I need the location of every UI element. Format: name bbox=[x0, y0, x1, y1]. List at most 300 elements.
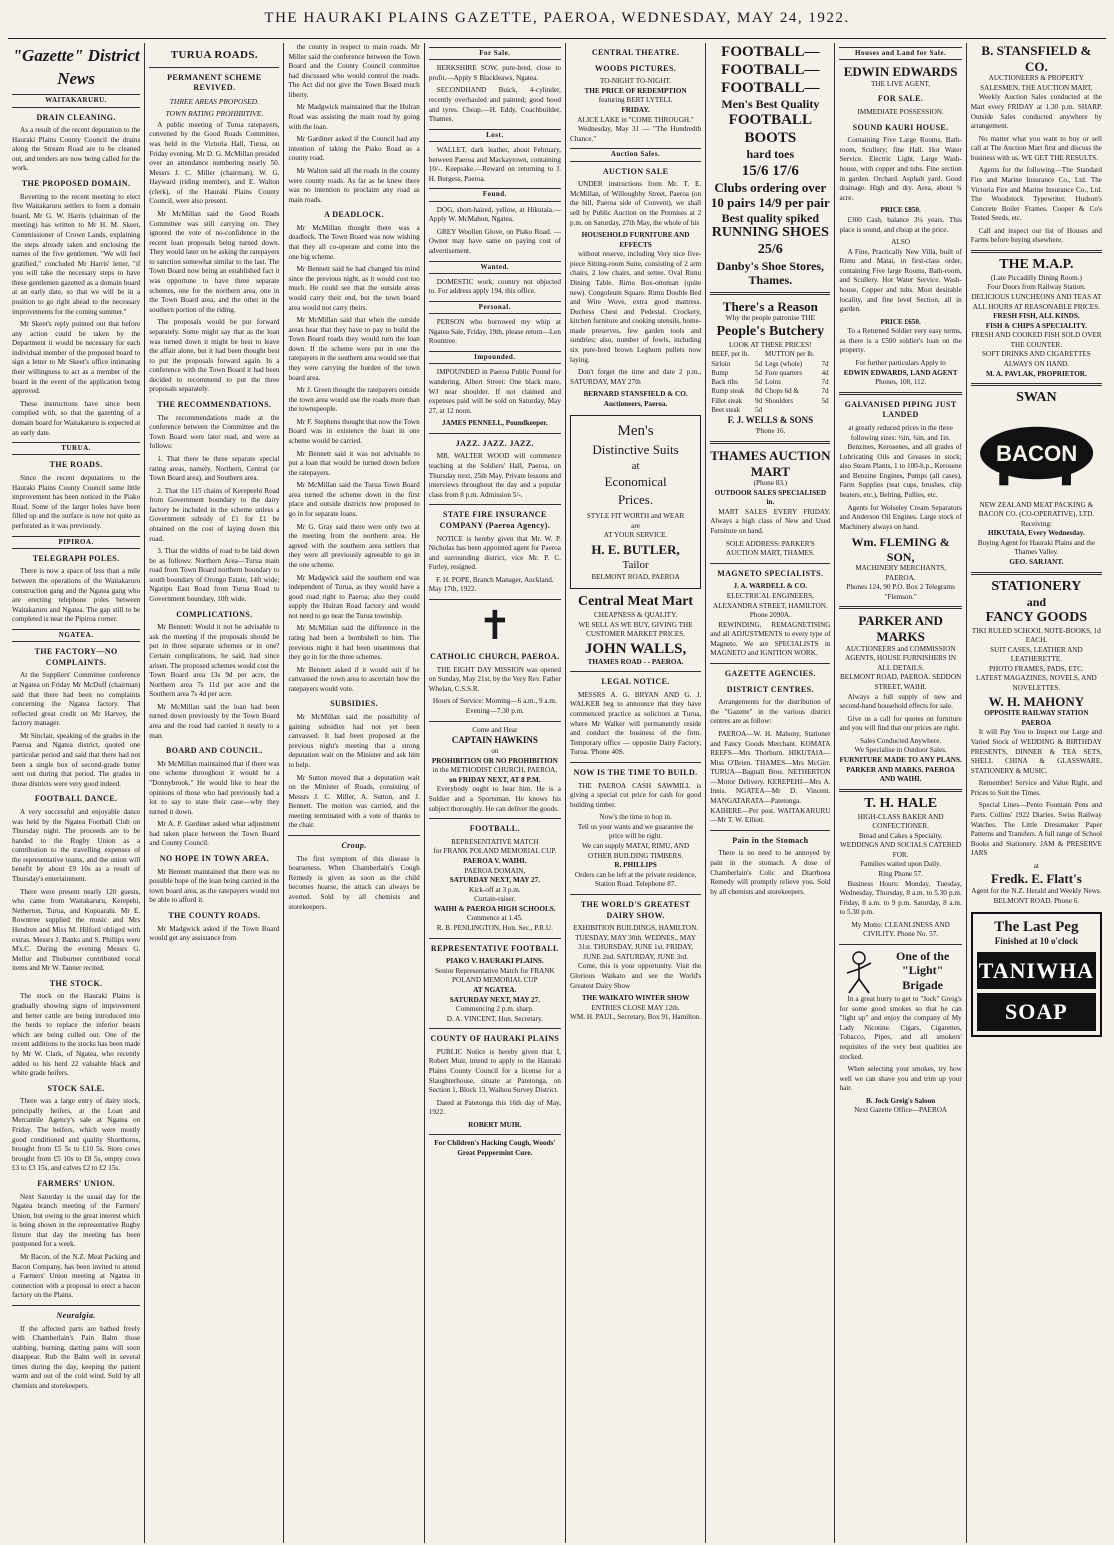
section-ngatea: NGATEA. bbox=[12, 629, 140, 642]
agent-text: £300 Cash, balance 3¼ years. This place is sound, and cheap at the price. bbox=[839, 215, 962, 234]
swan-line: Receiving: bbox=[1020, 519, 1052, 528]
magneto-line: REWINDING, REMAGNETISING and all ADJUSTMENTS to every type of Magneto. We are SPECIALISTS in MAGNETO and IGNITION WORK. bbox=[710, 620, 831, 658]
football-line: Curtain-raiser. bbox=[474, 895, 516, 904]
stansfield-title: B. STANSFIELD & CO. bbox=[981, 43, 1092, 74]
pm-line: We Specialise in Outdoor Sales. bbox=[854, 746, 947, 755]
heading-drain-cleaning: DRAIN CLEANING. bbox=[36, 112, 116, 122]
divider bbox=[971, 572, 1102, 575]
auction-mart-title: THAMES AUCTION MART bbox=[710, 447, 831, 479]
legal-text: MESSRS A. G. BRYAN AND G. J. WALKER beg to announce that they have commenced practice as solicitors at Turua, where Mr Walker will permanently reside and conduct the business of the firm. Temporary office — opposite Dairy Factory, Turua. 'Phone 40S. bbox=[569, 690, 702, 757]
pm-text: Always a full supply of new and second-hand household effects for sale. bbox=[839, 692, 962, 711]
auction-title: AUCTION SALE bbox=[602, 166, 669, 176]
theatre-line: FRIDAY. bbox=[621, 105, 650, 114]
dairy-line: Come, this is your opportunity. Visit the Glorious Waikato and see the World's Greatest Dairy Show bbox=[569, 962, 702, 990]
heading-croup: Croup. bbox=[341, 841, 367, 851]
heading-deadlock: A DEADLOCK. bbox=[324, 210, 385, 220]
jock-figure-icon bbox=[839, 949, 879, 995]
heading-factory: THE FACTORY—NO COMPLAINTS. bbox=[34, 647, 118, 667]
pm-line: Sales Conducted Anywhere. bbox=[860, 736, 942, 745]
price-row bbox=[710, 378, 830, 387]
subheading: PERMANENT SCHEME REVIVED. bbox=[167, 72, 262, 93]
heading-subsidies: SUBSIDIES. bbox=[330, 699, 378, 709]
article-paragraph: Mr McMillan said that when the outside areas hear that they have to pay to build the Town Board roads they would turn the loan down. If the scheme were put in one the ratepayers in the southern area would see that they were carrying the burden of the town board area. bbox=[288, 316, 420, 382]
pain-text: There is no need to be annoyed by pain in the stomach. A dose of Chamberlain's Colic and Diarrhoea Remedy will promptly relieve you. Sold by all chemists and storekeepers. bbox=[710, 849, 831, 896]
article-paragraph: There were present nearly 120 guests, who came from Waitakaruru, Kerepehi, Netherton, Turua, and Kopuarahi. Mr E. Rowntree supplied the music and Mrs Hendren and Miss M. Hilford obliged with extras. Messrs J. Banks and S. Phillips were M's.C. During the evening Messrs G. Mellor and Thoburner contributed vocal items and Mr W. Tanner recited. bbox=[12, 887, 141, 973]
article-paragraph: A public meeting of Turua ratepayers, convened by the Good Roads Committee, was held in the Victoria Hall, Turua, on Friday evening. Mr D. G. McMillan presided over an attendance numbering nearly 50. Messrs J. C. Miller (chairman), W. G. Hayward (riding member), and E. Walton (clerk), of the Hauraki Plains County Council, were also present. bbox=[149, 120, 280, 206]
divider bbox=[429, 433, 561, 434]
divider bbox=[429, 1028, 561, 1029]
article-paragraph: Mr Bennett said he had changed his mind since the previous night, as it would cost too much. He could see that the outside areas would carry their end, but the town board area would not carry theirs. bbox=[288, 265, 420, 312]
stationery-line: Agent for the N.Z. Herald and Weekly News. BELMONT ROAD. Phone 6. bbox=[971, 887, 1102, 905]
fire-insurance-heading: STATE FIRE INSURANCE COMPANY (Paeroa Agency). bbox=[439, 510, 551, 530]
brigade-text: When selecting your smokes, try how well we can shave you and trim up your hair. bbox=[839, 1065, 962, 1093]
brigade-line: B. Jock Greig's Saloon bbox=[865, 1096, 936, 1105]
swan-line: HIKUTAIA, Every Wednesday. bbox=[987, 529, 1085, 538]
catholic-church-heading: CATHOLIC CHURCH, PAEROA. bbox=[430, 652, 560, 662]
article-paragraph: A very successful and enjoyable dance was held by the Ngatea Football Club on Thursday night. The proceeds are to be handed to the Rugby Union as a contribution to the travelling expenses of the representative teams, and the union will benefit by about £9 10s as a result of Thursday's entertainment. bbox=[12, 808, 141, 884]
brigade-text: In a great hurry to get to "Jock" Greig's for some good smokes so that he can "light up" and enjoy the company of My Lady Nicotine. Cigars, Cigarettes, Tobacco, Pipes, and all smokers' requisites of the very best qualities are stocked. bbox=[839, 995, 962, 1061]
article-paragraph: Mr J. Green thought the ratepayers outside the town area would use the roads more than the townspeople. bbox=[288, 386, 420, 414]
pm-text: Give us a call for quotes on furniture and you will find that our prices are right. bbox=[839, 714, 962, 733]
classified-ad: DOG, short-haired, yellow, at Hikutaia.—Apply W. McMahon, Ngatea. bbox=[428, 205, 561, 224]
jazz-heading: JAZZ. JAZZ. JAZZ. bbox=[455, 438, 534, 448]
price-cell: 7d bbox=[821, 378, 829, 387]
piping-line: Phones 124, 90 P.O. Box 2 Telegrams "Flemson." bbox=[846, 583, 955, 601]
boots-line: RUNNING SHOES bbox=[711, 225, 829, 241]
hale-line: HIGH-CLASS BAKER AND CONFECTIONER. bbox=[857, 812, 944, 831]
sawmill-text: R. PHILLIPS bbox=[614, 861, 657, 870]
auction-text: UNDER instructions from Mr. T. E. McMillan, of Willoughby Street, Paeroa (on the hill, Paeroa side of Convent), we shall sell by Public Auction on the Premises at 2 p.m. on Saturday, 27th May, the whole of his bbox=[569, 180, 702, 227]
butchery-line: F. J. WELLS & SONS bbox=[727, 415, 814, 426]
football-banner: FOOTBALL— bbox=[721, 44, 820, 60]
butchery-line: There's a Reason bbox=[722, 298, 818, 314]
heading-football-dance: FOOTBALL DANCE. bbox=[34, 794, 118, 804]
suits-line: are bbox=[631, 521, 640, 530]
magneto-heading: MAGNETO SPECIALISTS. bbox=[717, 568, 824, 578]
footer-advert: For Children's Hacking Cough, Woods' Great Peppermint Cure. bbox=[434, 1139, 556, 1158]
article-paragraph: Mr Bacon, of the N.Z. Meat Packing and Bacon Company, has been invited to attend a Farmers' Union meeting at Ngatea in connection with a proposal to erect a bacon factory on the Plains. bbox=[12, 1253, 141, 1300]
divider bbox=[710, 292, 830, 295]
pm-line: AUCTIONEERS and COMMISSION AGENTS, HOUSE FURNISHERS IN ALL DETAILS. bbox=[845, 644, 957, 672]
price-cell: Fore quarters bbox=[764, 368, 803, 377]
brigade-line: One of the bbox=[895, 949, 950, 964]
price-cell: Chops 6d & bbox=[764, 387, 799, 396]
article-paragraph: Mr McMillan said the loan had been turned down previously by the Town Board area and the road had carried it nearly to a man. bbox=[149, 702, 280, 740]
divider bbox=[710, 563, 830, 564]
football-line: Kick-off at 3 p.m. bbox=[469, 885, 521, 894]
heading-impounded: Impounded. bbox=[429, 351, 561, 364]
stansfield-text: Agents for the following—The Standard Fire and Marine Insurance Co., Ltd. The Victoria Fire and Marine Insurance Co., Ltd. The Woodstock Typewriter. Hudson's Concrete Boiler Frames. Cooper & Co's Tested Seeds, etc. bbox=[970, 166, 1102, 223]
magneto-line: J. A. WARDELL & CO. bbox=[733, 582, 808, 591]
boots-line: Clubs ordering over 10 pairs 14/9 per pair bbox=[710, 179, 830, 211]
stationery-line: TIKI RULED SCHOOL NOTE-BOOKS, 1d EACH. bbox=[971, 626, 1101, 645]
article-paragraph: Mr McMillan said the difference in the rating had been a bombshell to him. The previous night it had been unanimous that they go in for the three schemes. bbox=[288, 624, 420, 662]
article-paragraph: Mr Madgwick said the southern end was independent of Turua, as they would have a good road right to Paeroa; also they could supply the Hulran Road factory and would not need to go near the Turua township. bbox=[288, 573, 420, 620]
football-line: WAIHI & PAEROA HIGH SCHOOLS. bbox=[434, 904, 556, 913]
price-cell: Loins bbox=[764, 378, 781, 387]
pain-heading: Pain in the Stomach bbox=[732, 835, 809, 845]
county-heading: COUNTY OF HAURAKI PLAINS bbox=[430, 1034, 560, 1044]
football-line: Commence at 1.45. bbox=[466, 914, 523, 923]
agent-text: To a Returned Soldier very easy terms, as there is a £500 soldier's loan on the property. bbox=[839, 327, 962, 355]
article-paragraph: Mr Sinclair, speaking of the grades in the Paeroa and Ngatea district, quoted one particular period and said that there had not been a single box of second-grade butter sent out during that period. The grades in those districts were very good indeed. bbox=[12, 731, 141, 788]
divider bbox=[971, 250, 1102, 253]
football-line: PAEROA V. WAIHI. bbox=[463, 856, 527, 865]
agent-line: IMMEDIATE POSSESSION. bbox=[857, 108, 944, 117]
bacon-logo-text: BACON bbox=[995, 441, 1078, 467]
taniwha-soap: SOAP bbox=[977, 993, 1096, 1030]
classified-ad: Everybody ought to hear him. He is a Soldier and a Sportsman. He knows his subject thoroughly. He can deliver the goods. bbox=[428, 785, 561, 813]
map-line: FRESH FISH, ALL KINDS. bbox=[993, 312, 1080, 321]
map-line: Four Doors from Railway Station. bbox=[987, 283, 1086, 292]
fleming-title: Wm. FLEMING & SON, bbox=[851, 535, 950, 564]
boots-price: 25/6 bbox=[757, 242, 783, 258]
cross-icon: ✝ bbox=[478, 603, 512, 649]
price-cell: 5d bbox=[821, 396, 829, 405]
date-text: May 17th, 1922. bbox=[428, 585, 477, 594]
article-paragraph: 2. That the 115 chains of Kerepeehi Road from Government boundary to the dairy factory be included in the scheme unless a Government subsidy of £1 for £1 be obtained on the cost of laying down this road. bbox=[149, 486, 280, 543]
price-cell: Sirloin bbox=[711, 359, 731, 368]
price-row bbox=[710, 350, 830, 359]
theatre-feature: THE PRICE OF REDEMPTION bbox=[584, 86, 687, 95]
price-cell bbox=[821, 350, 831, 359]
theatre-heading: CENTRAL THEATRE. bbox=[591, 48, 680, 57]
captain-line: Come and Hear bbox=[472, 725, 518, 734]
price-cell: Legs (whole) bbox=[764, 359, 803, 368]
stationery-line: OPPOSITE RAILWAY STATION PAEROA bbox=[984, 709, 1089, 727]
heading-wanted: Wanted. bbox=[429, 261, 561, 274]
heading-stock: THE STOCK. bbox=[49, 978, 103, 988]
boots-price: 15/6 17/6 bbox=[741, 162, 799, 179]
price-cell: Fillet steak bbox=[711, 396, 743, 405]
stationery-text: Special Lines—Pento Fountain Pens and Parts. Collins' 1922 Diaries. Swiss Railway Watches. The Little Dressmaker Paper Patterns and Transfers. A full range of School Books and Stationery. JAM & PRESERVE JARS bbox=[970, 801, 1102, 858]
article-paragraph: Mr McMillan said the Turua Town Board area turned the scheme down in the first place and outside districts now proposed to go in for separate loans. bbox=[288, 481, 420, 519]
price-cell: 5d bbox=[755, 378, 763, 387]
captain-line: on FRIDAY NEXT, AT 8 P.M. bbox=[449, 775, 541, 784]
article-paragraph: Mr McMillan maintained that if there was one scheme throughout it would be a "Donnybrook." He would like to hear the opinions of those who had previously had a lot to say to state their case—why they turned it down. bbox=[149, 759, 280, 816]
agent-line: FOR SALE. bbox=[877, 94, 924, 104]
signature: F. H. POPE, Branch Manager, Auckland. bbox=[435, 575, 554, 584]
column-football-boots bbox=[706, 43, 835, 1543]
dairy-line: EXHIBITION BUILDINGS, HAMILTON. bbox=[573, 924, 699, 933]
advert-paragraph: If the affected parts are bathed freely with Chamberlain's Pain Balm those stabbing, burning, darting pains will soon disappear. Rub the Balm well in several times during the day, keeping the patient warm and out of the cold wind. Sold by all chemists and storekeepers. bbox=[12, 1324, 141, 1390]
heading-no-hope: NO HOPE IN TOWN AREA. bbox=[159, 854, 269, 863]
football-line: R. B. PENLINGTON, Hon. Sec., P.R.U. bbox=[436, 923, 553, 932]
article-paragraph: Mr Bennett said it was not advisable to put a loan that would be turned down before the ratepayers. bbox=[288, 449, 420, 477]
heading-telegraph-poles: TELEGRAPH POLES. bbox=[32, 553, 120, 563]
article-paragraph: Mr Madgwick asked if the Town Board would get any assistance from bbox=[149, 924, 280, 943]
classified-ad: NOTICE is hereby given that Mr. W. P. Nicholas has been appointed agent for Paeroa and surrounding district, vice Mr. P. C. Furley, resigned. bbox=[428, 534, 561, 572]
price-cell bbox=[821, 406, 831, 415]
stansfield-text: No matter what you want to buy or sell call at The Auction Mart first and discuss the business with us. WE GET THE RESULTS. bbox=[970, 134, 1102, 162]
divider bbox=[429, 504, 561, 505]
price-row bbox=[710, 406, 830, 415]
article-paragraph: Mr A. P. Gardiner asked what adjustment had taken place between the Town Board and County Council. bbox=[149, 820, 280, 848]
heading-neuralgia: Neuralgia. bbox=[56, 1310, 96, 1320]
article-paragraph: Mr Walton said all the roads in the county were county roads. As far as he knew there was no intention to proclaim any road as main roads. bbox=[288, 166, 420, 204]
classified-ad: PERSON who borrowed my whip at Ngatea Sale, Friday, 19th, please return—Len Rountree. bbox=[428, 318, 561, 346]
dairy-line: THE WAIKATO WINTER SHOW bbox=[581, 994, 690, 1003]
article-paragraph: The stock on the Hauraki Plains is gradually showing signs of improvement and better cattle are being introduced into the herds to replace the inferior beasts which are being culled out. One of the recent additions to the stocks has been made by Mr W. Clark, of Ngatea, who recently added to his herd 22 valuable black and white grade heifers. bbox=[12, 992, 141, 1078]
rep-line: AT NGATEA. bbox=[473, 985, 517, 994]
agent-line: ALSO bbox=[891, 238, 911, 247]
houses-heading: Houses and Land for Sale. bbox=[839, 47, 961, 60]
suits-line: Tailor bbox=[622, 558, 649, 571]
section-pipiroa: PIPIROA. bbox=[12, 536, 140, 549]
classified-ad: SECONDHAND Buick, 4-cylinder, recently overhauled and painted; good hood and tyres. Cheap.—H. Eddy, Coachbuilder, Thames. bbox=[428, 86, 561, 124]
swan-line: NEW ZEALAND MEAT PACKING & BACON CO. (CO-OPERATIVE), LTD. bbox=[978, 500, 1095, 519]
classified-ad: WALLET, dark leather, about February, between Paeroa and Mackaytown, containing 10/-. Keepsake.—Reward on returning to J. H. Burgess, Paeroa. bbox=[428, 146, 561, 183]
hale-title: T. H. HALE bbox=[864, 795, 938, 811]
agent-price: PRICE £850. bbox=[880, 206, 921, 215]
classified-ad: MR. WALTER WOOD will commence teaching at the Soldiers' Hall, Paeroa, on Thursday next, 25th May. Private lessons and interviews throughout the day and a popular class from 8 p.m. Admission 5/-. bbox=[428, 452, 561, 499]
price-table bbox=[710, 350, 830, 415]
divider bbox=[710, 441, 830, 444]
piping-text: Agents for Wolseley Cream Separators and Anderson Oil Engines. Large stock of Machinery always on hand. bbox=[839, 503, 962, 531]
article-paragraph: Reverting to the recent meeting to elect five Waitakaruru settlers to form a domain board, Mr G. W. Harris (chairman of the meeting) has written to Mr H. M. Skeet, Commissioner of Crown Lands, explaining the steps already taken and enclosing the names of the five gentlemen. "We will feel gratified," concluded Mr Harris' letter, "if you will take the necessary steps to have these gentlemen gazetted as a domain board at an early date, so that we will be in a position to go right ahead to the necessary improvements for the coming summer." bbox=[12, 192, 141, 316]
section-turua: TURUA. bbox=[12, 442, 140, 455]
taniwha-title: TANIWHA bbox=[977, 952, 1096, 989]
agent-line: SOUND KAURI HOUSE. bbox=[852, 122, 949, 132]
stationery-line: and bbox=[1026, 595, 1047, 610]
divider bbox=[839, 789, 961, 792]
price-cell: 9d bbox=[755, 396, 763, 405]
swan-line: Buying Agent for Hauraki Plains and the Thames Valley. bbox=[977, 538, 1096, 557]
football-line: PAEROA DOMAIN, bbox=[464, 866, 526, 875]
map-line: FRESH AND COOKED FISH SOLD OVER THE COUNTER. bbox=[971, 331, 1102, 349]
classified-ad: PUBLIC Notice is hereby given that I, Robert Muir, intend to apply to the Hauraki Plains County Council for a license for a Slaughterhouse, situate at Patetonga, on Section 1, Block 13, Waihou Survey District. bbox=[428, 1047, 561, 1095]
map-line: M. A. PAVLAK, PROPRIETOR. bbox=[985, 369, 1087, 378]
theatre-line: ALICE LAKE in "COME THROUGH." bbox=[577, 115, 694, 124]
bacon-pig-logo bbox=[971, 407, 1102, 497]
suits-line: at bbox=[631, 459, 640, 472]
agent-line: THE LIVE AGENT, bbox=[871, 79, 931, 88]
auction-heading: HOUSEHOLD FURNITURE AND EFFECTS bbox=[581, 231, 690, 249]
map-title: THE M.A.P. bbox=[999, 257, 1074, 273]
article-paragraph: As a result of the recent deputation to the Hauraki Plains County Council the drains along the Stream Road are to be cleaned out, and tenders are now being called for the work. bbox=[12, 126, 141, 173]
peg-title: The Last Peg bbox=[994, 919, 1079, 936]
hale-text: Business Hours: Monday, Tuesday, Wednesday, Thursday, 8 a.m. to 5.30 p.m. Friday, 8 a.m. to 9 p.m. Saturday, 8 a.m. to 5.30 p.m. bbox=[839, 879, 962, 917]
divider bbox=[429, 938, 561, 939]
stationery-text: Remember! Service and Value Right, and Prices to Suit the Times. bbox=[970, 779, 1102, 797]
butchery-line: LOOK AT THESE PRICES! bbox=[729, 340, 812, 349]
classified-ad: BERKSHIRE SOW, pure-bred, close to profit.—Apply S Blackleaws, Ngatea. bbox=[428, 64, 561, 82]
mart-line: OUTDOOR SALES SPECIALISED in. bbox=[714, 488, 827, 507]
agent-text: A Fine, Practically New Villa, built of Rimu and Matai, in first-class order, containing Five large Rooms, Bath-room, and Scullery. Hot Water Service. Wash-house, Copper and tubs. Most desirable locality, and fine level Section, all in garden. bbox=[839, 247, 962, 314]
swan-title: SWAN bbox=[1016, 390, 1057, 406]
dairy-line: WM. H. PAUL, Secretary, Box 91, Hamilton. bbox=[570, 1013, 702, 1022]
mart-line: MART SALES EVERY FRIDAY. Always a high class of New and Used Furniture on hand. bbox=[710, 507, 831, 535]
football-line: SATURDAY NEXT, MAY 27. bbox=[449, 876, 540, 885]
peg-line: Finished at 10 o'clock bbox=[994, 936, 1079, 947]
brigade-line: Next Gazette Office—PAEROA bbox=[854, 1106, 948, 1115]
advert-paragraph: The first symptom of this disease is hoarseness. When Chamberlain's Cough Remedy is given as soon as the child becomes hoarse, the attack can always be averted. Sold by all chemists and storekeepers. bbox=[288, 854, 420, 911]
article-paragraph: At the Suppliers' Committee conference at Ngatea on Friday Mr McDuff (chairman) said that there had been no complaints concerning the Ngatea factory. That reflected great credit on Mr Harvey, the factory manager. bbox=[12, 671, 141, 728]
dairy-line: ENTRIES CLOSE MAY 12th. bbox=[591, 1003, 680, 1012]
divider bbox=[429, 1134, 561, 1135]
pm-line: PARKER AND MARKS. PAEROA AND WAIHI. bbox=[846, 765, 955, 784]
suits-line: BELMONT ROAD, PAEROA bbox=[591, 572, 680, 581]
boots-line: Best quality spiked bbox=[721, 210, 820, 225]
price-cell: Rump bbox=[711, 368, 729, 377]
column-theatre-auctions bbox=[566, 43, 706, 1543]
classified-ad: IMPOUNDED in Paeroa Public Pound for wandering, Albert Street: One black mare, WJ near shoulder. If not claimed and expenses paid will be sold on Saturday, May 27, at 12 noon. bbox=[428, 368, 561, 415]
captain-topic: PROHIBITION OR NO PROHIBITION bbox=[431, 756, 558, 765]
sawmill-text: Orders can be left at the private residence, Station Road. Telephone 87. bbox=[574, 870, 697, 889]
divider bbox=[839, 606, 961, 609]
price-cell: 4d bbox=[821, 368, 829, 377]
stansfield-text: Weekly Auction Sales conducted at the Mart every FRIDAY at 1.30 p.m. SHARP. Outside Sales conducted anywhere by arrangement. bbox=[970, 93, 1102, 131]
auction-text: without reserve, including Very nice five-piece Sitting-room Suite, consisting of 2 arm chairs, 2 low chairs, and settee. Oval Rimu Dining Table. Rimu Box-ottoman (quite new). Congoleum Square. Rimu Double Bed and Wire Wove, extra good mattress. Duchess Chest and Pedestal. Crockery, kitchen furniture and cooking utensils, home-made preserves, few garden tools and sundries; also, number of fowls, including six pure-bred brown Leghorn pullets now laying. bbox=[569, 250, 702, 364]
football-line: REPRESENTATIVE MATCH bbox=[451, 837, 539, 846]
divider bbox=[570, 671, 701, 672]
article-paragraph: Mr F. Stephens thought that now the Town Board was in existence the loan in one scheme would be carried. bbox=[288, 417, 420, 446]
divider bbox=[429, 599, 561, 600]
dairy-line: TUESDAY, MAY 30th. WEDNES., MAY 31st. THURSDAY, JUNE 1st. FRIDAY, JUNE 2nd. SATURDAY, JUNE 3rd. bbox=[575, 933, 696, 961]
sawmill-heading: NOW IS THE TIME TO BUILD. bbox=[573, 767, 698, 777]
heading-county-roads: THE COUNTY ROADS. bbox=[168, 910, 261, 920]
mart-line: SOLE ADDRESS: PARKER'S AUCTION MART, THAMES. bbox=[725, 539, 815, 558]
price-cell: Shoulders bbox=[764, 396, 793, 405]
rep-line: SATURDAY NEXT, MAY 27. bbox=[449, 995, 540, 1004]
signature: BERNARD STANSFIELD & CO. Auctioneers, Paeroa. bbox=[583, 390, 688, 408]
boots-store: Danby's Shoe Stores, Thames. bbox=[716, 258, 825, 288]
mahony-title: W. H. MAHONY bbox=[988, 693, 1085, 709]
sawmill-text: We can supply MATAI, RIMU, AND OTHER BUILDING TIMBERS. bbox=[581, 842, 690, 860]
signature: ROBERT MUIR. bbox=[468, 1120, 522, 1129]
stationery-line: PHOTO FRAMES, PADS, ETC. bbox=[989, 664, 1084, 673]
suits-line: Men's bbox=[617, 422, 654, 439]
rep-football-heading: REPRESENTATIVE FOOTBALL bbox=[430, 943, 559, 953]
meat-line: WE SELL AS WE BUY, GIVING THE CUSTOMER MARKET PRICES. bbox=[578, 620, 693, 639]
service-hours: Hours of Service: Morning—6 a.m., 9 a.m. Evening—7.30 p.m. bbox=[432, 697, 557, 715]
captain-name: CAPTAIN HAWKINS bbox=[451, 735, 538, 746]
column-district-news bbox=[8, 43, 145, 1543]
price-cell: BEEF, per lb. bbox=[711, 350, 750, 359]
price-row bbox=[710, 369, 830, 378]
price-cell: 7d bbox=[821, 387, 829, 396]
heading-proposed-domain: THE PROPOSED DOMAIN. bbox=[21, 179, 131, 189]
heading-found: Found. bbox=[429, 188, 561, 201]
agent-line: For further particulars Apply to bbox=[855, 359, 946, 368]
price-cell: 8d bbox=[755, 387, 763, 396]
brigade-title: "Light" Brigade bbox=[901, 963, 944, 992]
stationery-line: at bbox=[1033, 861, 1039, 870]
masthead: THE HAURAKI PLAINS GAZETTE, PAEROA, WEDNESDAY, MAY 24, 1922. bbox=[8, 8, 1106, 39]
heading-board-council: BOARD AND COUNCIL. bbox=[165, 746, 263, 756]
classified-ad: GREY Woollen Glove, on Piako Road. — Owner may have same on paying cost of advertisement. bbox=[428, 227, 561, 255]
gazette-line: DISTRICT CENTRES. bbox=[726, 684, 814, 694]
classified-ad: THE EIGHT DAY MISSION was opened on Sunday, May 21st, by the Very Rev. Father Whelan, C.S.S.R. bbox=[428, 665, 561, 693]
captain-line: in the METHODIST CHURCH, PAEROA, bbox=[432, 766, 558, 775]
divider bbox=[839, 392, 961, 395]
divider bbox=[971, 383, 1102, 386]
football-banner: FOOTBALL— bbox=[721, 80, 820, 96]
turua-roads-title: TURUA ROADS. bbox=[170, 49, 259, 61]
piping-text: Benzines, Kerosenes, and all grades of Lubricating Oils and Greases in stock; also Steam Plants, 1 to 100-h.p., Kerosene and Benzine Engines, Pumps (all cases), Farm Supplies (teat cups, brushes, chip heaters, etc.), Belting, Pullies, etc. bbox=[839, 443, 962, 500]
columns bbox=[8, 43, 1106, 1543]
column-turua-roads bbox=[145, 43, 284, 1543]
price-cell: 5d bbox=[755, 368, 763, 377]
map-line: DELICIOUS LUNCHEONS AND TEAS AT ALL HOURS AT REASONABLE PRICES. bbox=[971, 292, 1102, 311]
price-row bbox=[710, 387, 830, 396]
agent-line: EDWIN EDWARDS, LAND AGENT bbox=[843, 368, 958, 377]
football-banner: FOOTBALL— bbox=[721, 62, 820, 78]
suits-line: Economical bbox=[604, 474, 667, 490]
article-paragraph: Mr McMillan said the Good Roads Committee was still carrying on. They ignored the vote of no-confidence in the recent loan proposals being turned down. They would later on be asking the ratepayers to sanction somewhat similar to the last. The Town Board now being an established fact it was opportune to have three separate schemes, one for the northern area, one in the Town Board area, and the other in the southern portion of the riding. bbox=[149, 210, 280, 314]
article-paragraph: The recommendations made at the conference between the Committee and the Town Board were later read, and were as follows: bbox=[149, 413, 280, 451]
heading-lost: Lost. bbox=[429, 129, 561, 142]
suits-advert bbox=[570, 415, 701, 590]
signature: JAMES PENNELL, Poundkeeper. bbox=[442, 419, 548, 428]
heading-complications: COMPLICATIONS. bbox=[176, 609, 253, 619]
article-paragraph: Mr McMillan thought there was a deadlock. The Town Board was now wishing that they all co-operate and come into the one big scheme. bbox=[288, 223, 420, 261]
column-classifieds bbox=[425, 43, 566, 1543]
legal-heading: LEGAL NOTICE. bbox=[601, 677, 670, 687]
article-paragraph: There was a large entry of dairy stock, principally heifers, at the Loan and Mercantile Agency's sale at Ngatea on Friday. The heifers, which were mostly good conditioned and quality Shorthorns, brought from £5 5s to £10 5s. Store cows brought from £5 10s to £8 5s, empty cows £3 to £3 15s, and calves £2 to £2 15s. bbox=[12, 1097, 141, 1173]
section-waitakaruru: WAITAKARURU. bbox=[12, 94, 140, 107]
divider bbox=[570, 894, 701, 895]
divider bbox=[839, 944, 961, 945]
pm-line: BELMONT ROAD, PAEROA. SEDDON STREET, WAIHI. bbox=[840, 673, 962, 691]
hale-line: WEDDINGS AND SOCIALS CATERED FOR. bbox=[840, 841, 962, 859]
price-cell: Rump steak bbox=[711, 387, 745, 396]
price-row bbox=[710, 360, 830, 369]
stationery-title: STATIONERY bbox=[991, 578, 1082, 594]
theatre-line: featuring BERT LYTELL bbox=[598, 96, 673, 105]
price-cell: MUTTON per lb. bbox=[764, 350, 815, 359]
auction-sales-heading: Auction Sales. bbox=[570, 148, 701, 161]
classified-ad: DOMESTIC work, country not objected to. For address apply 194, this office. bbox=[428, 277, 561, 296]
theatre-line: WOODS PICTURES. bbox=[595, 63, 677, 73]
price-cell: Back ribs bbox=[711, 378, 738, 387]
stationery-line: SUIT CASES, LEATHER AND LEATHERETTE. bbox=[990, 645, 1083, 664]
suits-line: AT YOUR SERVICE. bbox=[603, 531, 668, 540]
suits-line: H. E. BUTLER, bbox=[591, 541, 680, 557]
stationery-text: It will Pay You to Inspect our Large and Varied Stock of WEDDING & BIRTHDAY PRESENTS, DINNER & TEA SETS, SHELL CHINA & GLASSWARE, STATIONERY & MUSIC. bbox=[970, 728, 1102, 775]
divider bbox=[12, 1305, 140, 1306]
stationery-title: FANCY GOODS bbox=[985, 609, 1088, 625]
hale-line: Ring Phone 57. bbox=[878, 870, 923, 878]
boots-line: BOOTS bbox=[744, 130, 797, 147]
heading-recommendations: THE RECOMMENDATIONS. bbox=[157, 400, 272, 409]
article-paragraph: Mr Bennett asked if it would suit if he canvassed the town area to ascertain how the ratepayers would vote. bbox=[288, 665, 420, 693]
gazette-line: Arrangements for the distribution of the "Gazette" in the various district centres are as follow: bbox=[710, 698, 831, 726]
hale-line: Bread and Cakes a Specialty. bbox=[858, 831, 943, 840]
heading-farmers-union: FARMERS' UNION. bbox=[37, 1178, 116, 1188]
stansfield-text: Call and inspect our list of Houses and Farms before buying elsewhere. bbox=[970, 226, 1102, 245]
article-paragraph: Since the recent deputations to the Hauraki Plains County Council some little improvement has been noticed in the Piako Road. Some of the larger holes have been filled up and the surface is now not quite as perforated as it was previously. bbox=[12, 474, 141, 530]
butchery-line: Why the people patronise THE bbox=[725, 314, 815, 323]
hale-line: Families waited upon Daily. bbox=[860, 860, 942, 869]
price-cell bbox=[764, 406, 821, 415]
divider bbox=[149, 67, 279, 68]
price-cell: 7d bbox=[821, 359, 829, 368]
agent-price: PRICE £650. bbox=[880, 317, 921, 326]
rep-line: Senior Representative Match for FRANK POLAND MEMORIAL CUP bbox=[434, 966, 555, 985]
rep-line: Commencing 2 p.m. sharp. bbox=[455, 1005, 534, 1014]
heading-stock-sale: STOCK SALE. bbox=[47, 1083, 105, 1093]
auction-text: Don't forget the time and date 2 p.m., SATURDAY, MAY 27th bbox=[569, 368, 702, 386]
article-paragraph: Mr Skeet's reply pointed out that before any action could be taken by the Department it would be necessary for each individual member of the proposed board to sign a letter to Mr Skeet's office intimating their willingness to act as a member of the board in the event of the application being approved. bbox=[12, 320, 141, 396]
heading-the-roads: THE ROADS. bbox=[49, 460, 103, 470]
article-paragraph: the county in respect to main roads. Mr Miller said the conference between the Town Board and the County Council committee had discussed who would control the roads. The Act did not give the Town Board much liberty. bbox=[288, 43, 420, 99]
price-cell: 5d bbox=[755, 359, 763, 368]
district-news-title: "Gazette" District News bbox=[12, 46, 140, 88]
divider bbox=[288, 835, 419, 836]
football-line: for FRANK POLAND MEMORIAL CUP. bbox=[433, 847, 557, 856]
taniwha-advert bbox=[971, 912, 1102, 1036]
